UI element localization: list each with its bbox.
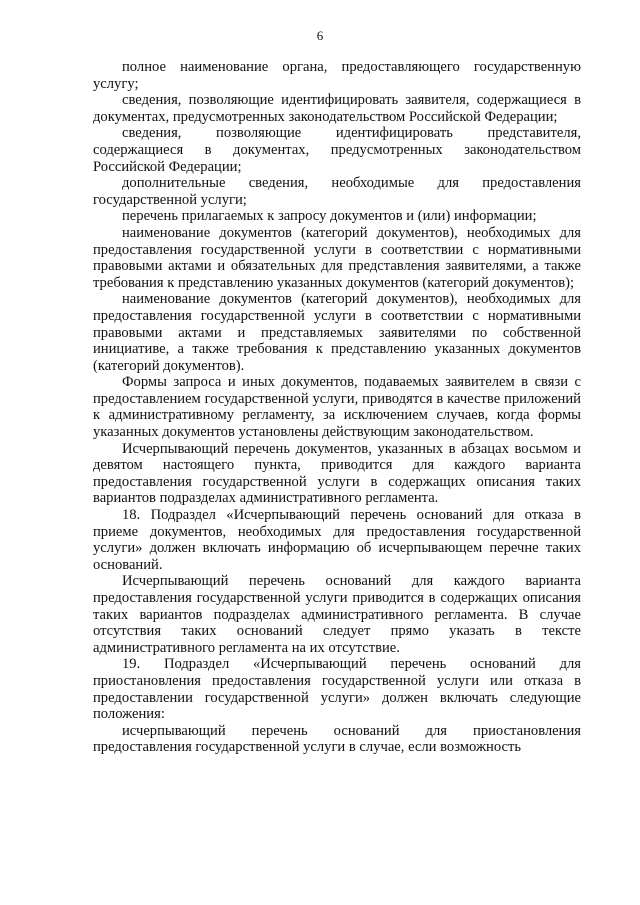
paragraph-optional-documents: наименование документов (категорий документов), необходимых для предоставления государственной услуги в соответствии с нормативными правовыми актами и представляемых заявителями по собственной инициативе, а также требования к представлению указанных документов (категорий документов). <box>93 291 581 374</box>
paragraph-suspension-grounds: исчерпывающий перечень оснований для приостановления предоставления государственной услуги в случае, если возможность <box>93 722 581 756</box>
paragraph-attached-documents: перечень прилагаемых к запросу документов и (или) информации; <box>122 208 537 225</box>
paragraph-refusal-grounds: Исчерпывающий перечень оснований для каждого варианта предоставления государственной услуги приводится в содержащих описания таких вариантов подразделах административного регламента. В случае отсутствия таких оснований следует прямо указать в тексте административного регламента на их отсутствие. <box>93 573 581 656</box>
paragraph-representative-identification: сведения, позволяющие идентифицировать представителя, содержащиеся в документах, предусмотренных законодательством Российской Федерации; <box>93 125 581 175</box>
paragraph-applicant-identification: сведения, позволяющие идентифицировать заявителя, содержащиеся в документах, предусмотренных законодательством Российской Федерации; <box>93 92 581 125</box>
paragraph-request-forms: Формы запроса и иных документов, подаваемых заявителем в связи с предоставлением государственной услуги, приводятся в качестве приложений к административному регламенту, за исключением случаев, когда формы указанных документов установлены действующим законодательством. <box>93 374 581 441</box>
paragraph-mandatory-documents: наименование документов (категорий документов), необходимых для предоставления государственной услуги в соответствии с нормативными правовыми актами и обязательных для представления заявителями, а также требования к представлению указанных документов (категорий документов); <box>93 224 581 291</box>
paragraph-section-18: 18. Подраздел «Исчерпывающий перечень оснований для отказа в приеме документов, необходимых для предоставления государственной услуги» должен включать информацию об исчерпывающем перечне таких оснований. <box>93 507 581 573</box>
paragraph-section-19: 19. Подраздел «Исчерпывающий перечень оснований для приостановления предоставления государственной услуги или отказа в предоставлении государственной услуги» должен включать следующие положения: <box>93 656 581 723</box>
paragraph-additional-info: дополнительные сведения, необходимые для предоставления государственной услуги; <box>93 175 581 208</box>
paragraph-authority-name: полное наименование органа, предоставляющего государственную услугу; <box>93 59 581 92</box>
page-number: 6 <box>316 28 324 43</box>
document-body <box>93 59 581 756</box>
paragraph-documents-list: Исчерпывающий перечень документов, указанных в абзацах восьмом и девятом настоящего пункта, приводится для каждого варианта предоставления государственной услуги в содержащих описания таких вариантов подразделах административного регламента. <box>93 440 581 507</box>
